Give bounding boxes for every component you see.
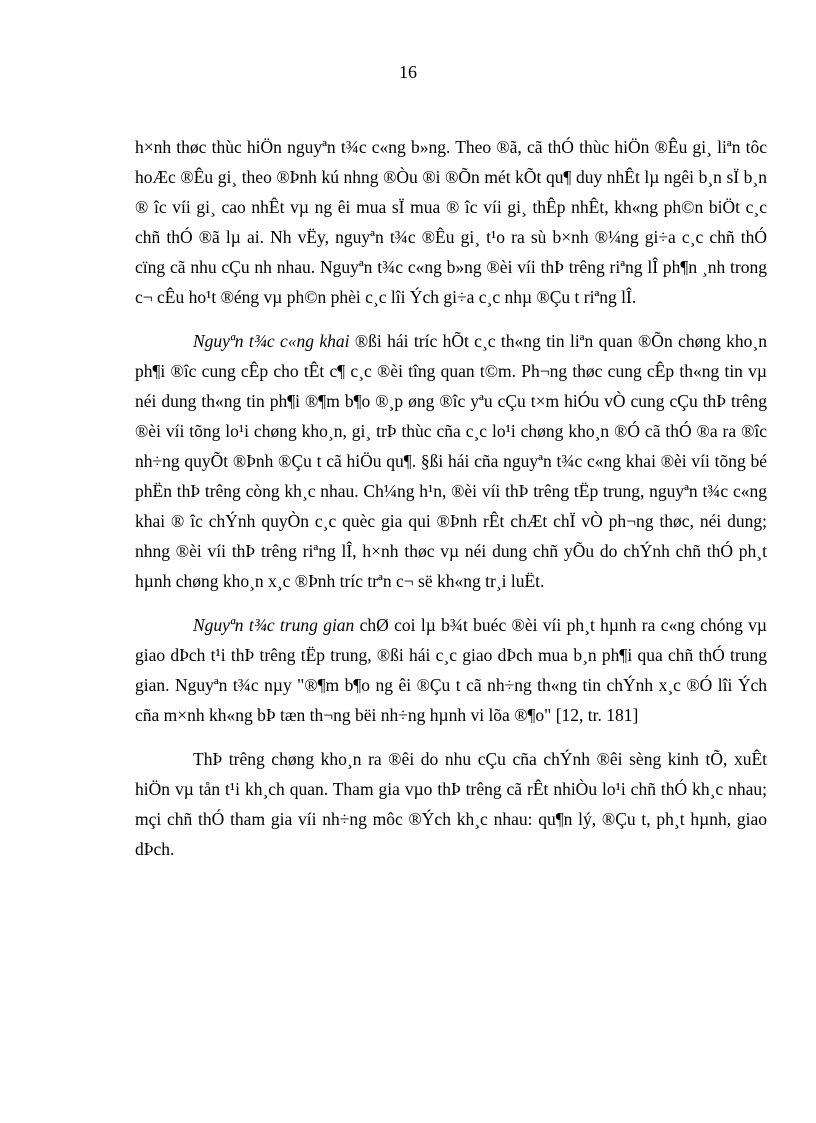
- document-body: [135, 132, 767, 878]
- paragraph-text: chØ coi lµ b¾t buéc ®èi víi ph¸t hµnh ra c«ng chóng vµ giao dÞch t¹i thÞ trêng tËp trung, ®ßi hái c¸c giao dÞch mua b¸n ph¶i qua chñ thÓ trung gian. Nguyªn t¾c nµy "®¶m b¶o ng êi ®Çu t cã nh÷ng th«ng tin chÝnh x¸c ®Ó lîi Ých cña m×nh kh«ng bÞ tæn th¬ng bëi nh÷ng hµnh vi lõa ®¶o" [12, tr. 181]: [135, 615, 768, 725]
- principle-term: Nguyªn t¾c c«ng khai: [193, 331, 350, 351]
- paragraph-text: ®ßi hái tríc hÕt c¸c th«ng tin liªn quan ®Õn chøng kho¸n ph¶i ®îc cung cÊp cho tÊt c¶ c¸c ®èi tîng quan t©m. Ph¬ng thøc cung cÊp th«ng tin vµ néi dung th«ng tin ph¶i ®¶m b¶o ®¸p øng ®îc yªu cÇu t×m hiÓu vÒ cung cÇu thÞ trêng ®èi víi tõng lo¹i chøng kho¸n, gi¸ trÞ thùc cña c¸c lo¹i chøng kho¸n ®Ó cã thÓ ®a ra ®îc nh÷ng quyÕt ®Þnh ®Çu t cã hiÖu qu¶. §ßi hái cña nguyªn t¾c c«ng khai ®èi víi tõng bé phËn thÞ trêng còng kh¸c nhau. Ch¼ng h¹n, ®èi víi thÞ trêng tËp trung, nguyªn t¾c c«ng khai ® îc chÝnh quyÒn c¸c quèc gia qui ®Þnh rÊt chÆt chÏ vÒ ph¬ng thøc, néi dung; nhng ®èi víi thÞ trêng riªng lÎ, h×nh thøc vµ néi dung chñ yÕu do chÝnh chñ thÓ ph¸t hµnh chøng kho¸n x¸c ®Þnh tríc trªn c¬ së kh«ng tr¸i luËt.: [135, 331, 768, 591]
- paragraph-1: [135, 132, 767, 312]
- paragraph-4: [135, 744, 767, 864]
- paragraph-text: ThÞ trêng chøng kho¸n ra ®êi do nhu cÇu cña chÝnh ®êi sèng kinh tÕ, xuÊt hiÖn vµ tån t¹i kh¸ch quan. Tham gia vµo thÞ trêng cã rÊt nhiÒu lo¹i chñ thÓ kh¸c nhau; mçi chñ thÓ tham gia víi nh÷ng môc ®Ých kh¸c nhau: qu¶n lý, ®Çu t, ph¸t hµnh, giao dÞch.: [135, 749, 767, 859]
- paragraph-3: [135, 610, 767, 730]
- paragraph-2: [135, 326, 767, 596]
- page-number: 16: [399, 62, 417, 82]
- principle-term: Nguyªn t¾c trung gian: [193, 615, 355, 635]
- paragraph-text: h×nh thøc thùc hiÖn nguyªn t¾c c«ng b»ng. Theo ®ã, cã thÓ thùc hiÖn ®Êu gi¸ liªn tôc hoÆc ®Êu gi¸ theo ®Þnh kú nhng ®Òu ®i ®Õn mét kÕt qu¶ duy nhÊt lµ ngêi b¸n sÏ b¸n ® îc víi gi¸ cao nhÊt vµ ng êi mua sÏ mua ® îc víi gi¸ thÊp nhÊt, kh«ng ph©n biÖt c¸c chñ thÓ ®ã lµ ai. Nh vËy, nguyªn t¾c ®Êu gi¸ t¹o ra sù b×nh ®¼ng gi÷a c¸c chñ thÓ cïng cã nhu cÇu nh nhau. Nguyªn t¾c c«ng b»ng ®èi víi thÞ trêng riªng lÎ ph¶n ¸nh trong c¬ cÊu ho¹t ®éng vµ ph©n phèi c¸c lîi Ých gi÷a c¸c nhµ ®Çu t riªng lÎ.: [135, 137, 767, 307]
